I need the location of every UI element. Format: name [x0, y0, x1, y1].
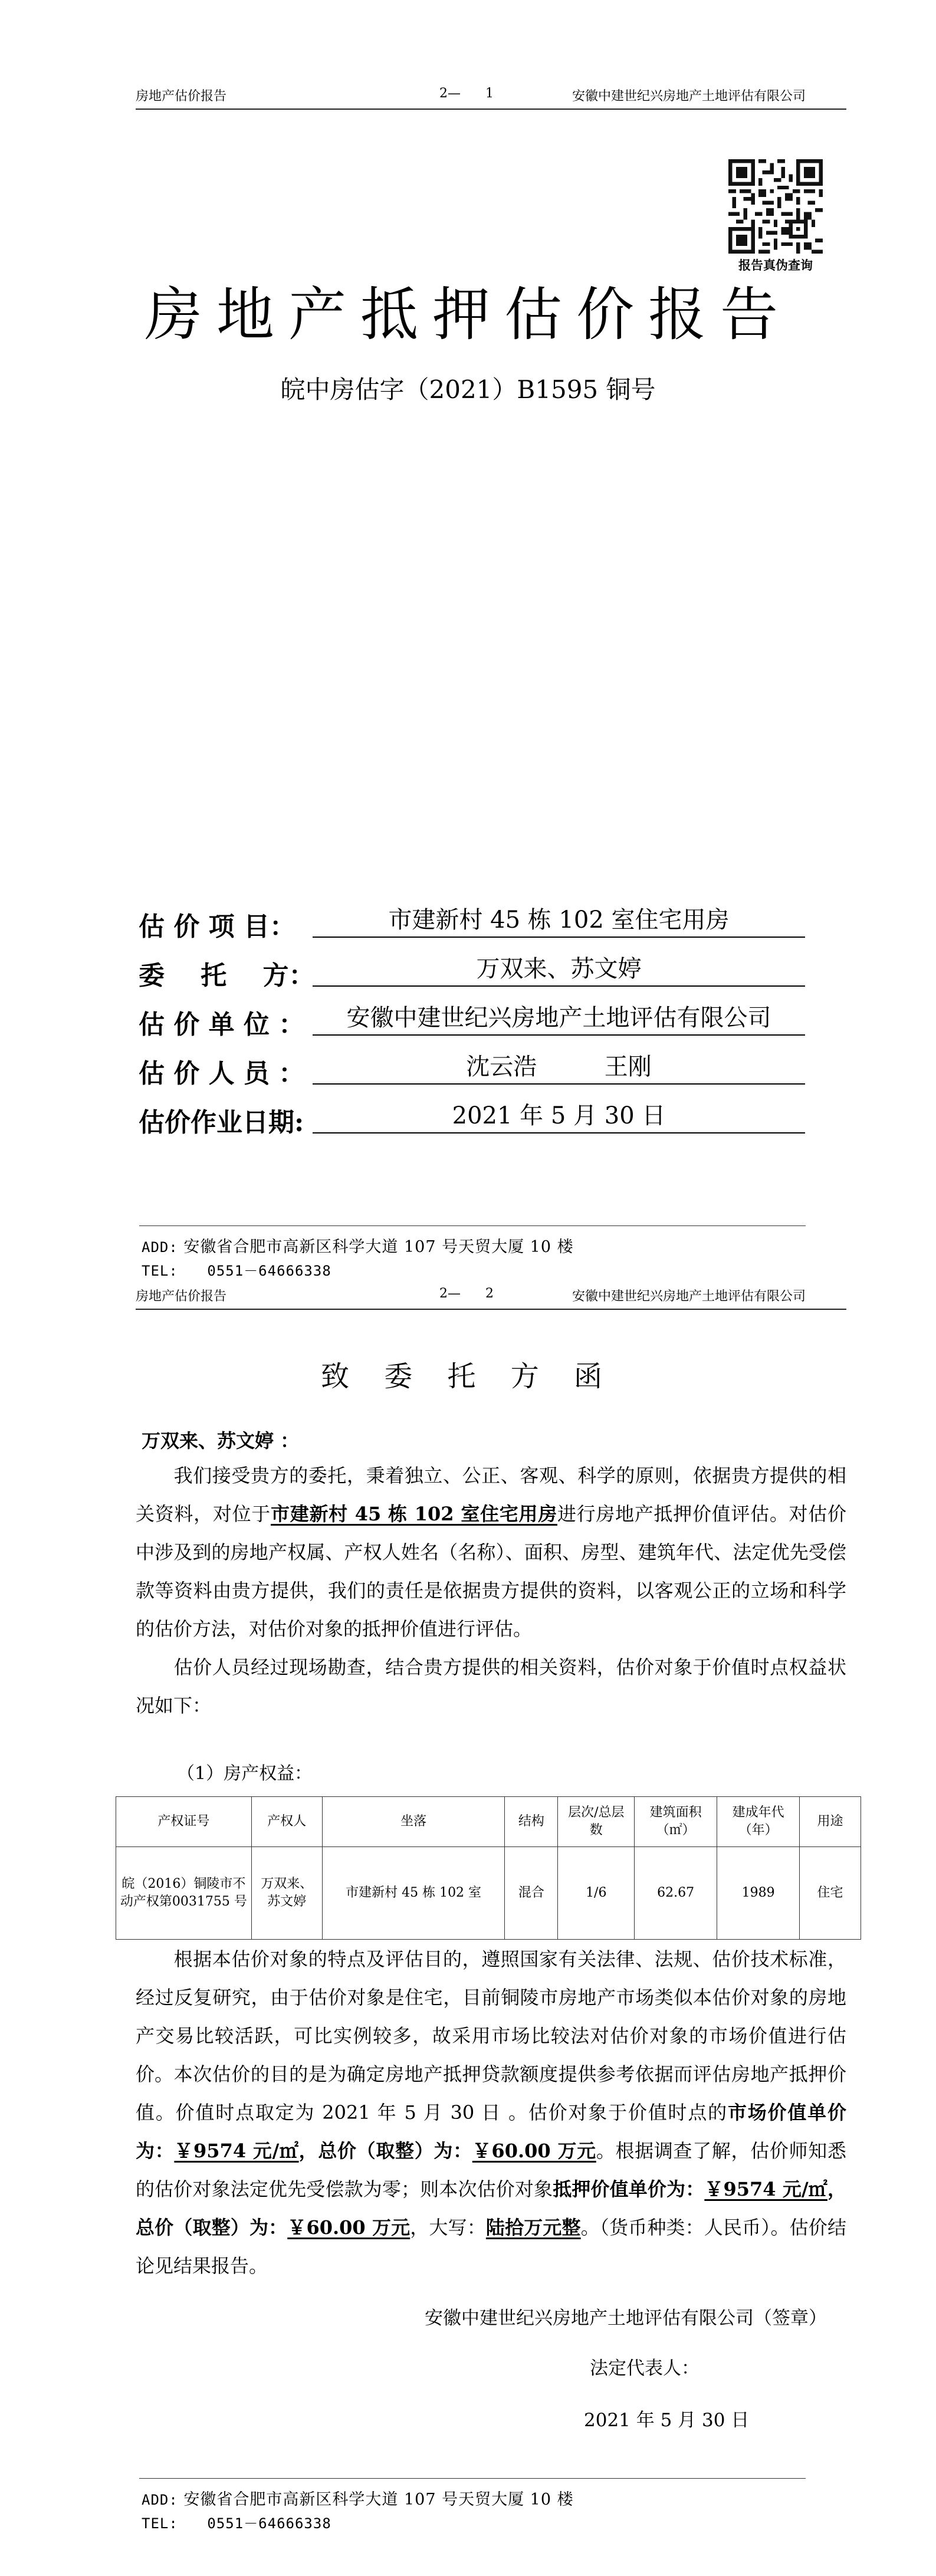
address-text: 安徽省合肥市高新区科学大道 107 号天贸大厦 10 楼: [183, 2490, 574, 2509]
table-header-cell: 建筑面积（㎡）: [635, 1797, 717, 1847]
page-header-left: 房地产估价报告: [136, 89, 227, 104]
field-label-date: 估价作业日期:: [139, 1108, 304, 1138]
tel-number: 0551－64666338: [207, 2515, 331, 2532]
paragraph-4: 本次估价的目的是为确定房地产抵押贷款额度提供参考依据而评估房地产抵押价值。价值时点取定为 2021 年 5 月 30 日 。估价对象于价值时点的市场价值单价为：￥9574 元/㎡，总价（取整）为：￥60.00 万元。根据调查了解，估价师知悉的估价对象法定优先受偿款为零；则本次估价对象抵押价值单价为：￥9574 元/㎡，总价（取整）为：￥60.00 万元，大写：陆拾万元整。（货币种类：人民币）。估价结论见结果报告。: [136, 2063, 846, 2277]
tel-label: TEL:: [142, 2515, 178, 2532]
add-label: ADD:: [142, 1239, 178, 1256]
table-header-cell: 建成年代（年）: [717, 1797, 800, 1847]
table-header-cell: 产权人: [251, 1797, 322, 1847]
field-value-client: 万双来、苏文婷: [313, 952, 805, 987]
amount-in-words: 陆拾万元整: [485, 2216, 581, 2239]
page2-header-left: 房地产估价报告: [136, 1289, 227, 1304]
signature-date: 2021 年 5 月 30 日: [584, 2410, 750, 2431]
signature-company: 安徽中建世纪兴房地产土地评估有限公司（签章）: [425, 2308, 827, 2329]
footer-tel: [142, 1259, 331, 1280]
table-header-cell: 结构: [505, 1797, 558, 1847]
report-title: 房地产抵押估价报告: [144, 281, 793, 349]
footer-rule: [139, 1225, 806, 1226]
table-cell: 皖（2016）铜陵市不动产权第0031755 号: [116, 1847, 252, 1940]
tel-number: 0551－64666338: [207, 1263, 331, 1279]
header-rule: [136, 109, 846, 110]
table-cell: 混合: [505, 1847, 558, 1940]
table-cell: 62.67: [635, 1847, 717, 1940]
field-label-unit: 估 价 单 位 ：: [139, 1010, 305, 1040]
table-cell: 市建新村 45 栋 102 室: [322, 1847, 505, 1940]
market-total-price: ￥60.00 万元: [472, 2140, 596, 2162]
table-header-cell: 用途: [800, 1797, 861, 1847]
field-label-project: 估 价 项 目：: [139, 912, 295, 942]
page-header-right: 安徽中建世纪兴房地产土地评估有限公司: [572, 89, 806, 104]
salutation: 万双来、苏文婷 ：: [142, 1430, 300, 1452]
table-row: [116, 1847, 861, 1940]
page-number: 2— 1: [439, 86, 494, 101]
table-cell: 1/6: [558, 1847, 635, 1940]
rights-label: （1）房产权益：: [177, 1763, 313, 1784]
page2-header-rule: [136, 1309, 846, 1310]
table-header-cell: 层次/总层数: [558, 1797, 635, 1847]
qr-caption: 报告真伪查询: [738, 258, 813, 272]
tel-label: TEL:: [142, 1263, 178, 1279]
table-header-row: [116, 1797, 861, 1847]
paragraph-2: 估价人员经过现场勘查，结合贵方提供的相关资料，估价对象于价值时点权益状况如下：: [136, 1656, 846, 1717]
market-unit-price: ￥9574 元/㎡: [174, 2140, 299, 2162]
page2-footer-address: [142, 2486, 574, 2509]
project-name: 市建新村 45 栋 102 室住宅用房: [271, 1503, 557, 1525]
footer-address: [142, 1234, 574, 1257]
table-cell: 万双来、苏文婷: [251, 1847, 322, 1940]
field-label-client: 委 托 方：: [139, 961, 315, 991]
table-header-cell: 坐落: [322, 1797, 505, 1847]
paragraph-1: 我们接受贵方的委托，秉着独立、公正、客观、科学的原则，依据贵方提供的相关资料，对位于市建新村 45 栋 102 室住宅用房进行房地产抵押价值评估。对估价中涉及到的房地产权属、产权人姓名（名称）、面积、房型、建筑年代、法定优先受偿款等资料由贵方提供，我们的责任是依据贵方提供的资料，以客观公正的立场和科学的估价方法，对估价对象的抵押价值进行评估。: [136, 1464, 846, 1640]
page2-footer-rule: [139, 2478, 806, 2479]
address-text: 安徽省合肥市高新区科学大道 107 号天贸大厦 10 楼: [183, 1238, 574, 1256]
paragraph-3: 根据本估价对象的特点及评估目的，遵照国家有关法律、法规、估价技术标准，经过反复研究，由于估价对象是住宅，目前铜陵市房地产市场类似本估价对象的房地产交易比较活跃，可比实例较多，故采用市场比较法对估价对象的市场价值进行估价。: [136, 1948, 846, 2085]
report-number: 皖中房估字（2021）B1595 铜号: [280, 375, 656, 404]
property-rights-table: [116, 1796, 861, 1940]
legal-representative: 法定代表人：: [590, 2358, 699, 2379]
mortgage-unit-price: ￥9574 元/㎡: [704, 2178, 827, 2200]
qr-code[interactable]: [728, 159, 823, 254]
letter-title: 致 委 托 方 函: [320, 1360, 616, 1393]
page2-footer-tel: [142, 2512, 331, 2532]
field-value-date: 2021 年 5 月 30 日: [313, 1099, 805, 1133]
add-label: ADD:: [142, 2492, 178, 2508]
table-cell: 1989: [717, 1847, 800, 1940]
table-header-cell: 产权证号: [116, 1797, 252, 1847]
table-cell: 住宅: [800, 1847, 861, 1940]
field-label-appraisers: 估 价 人 员 ：: [139, 1059, 305, 1089]
field-value-appraisers: 沈云浩 王刚: [313, 1050, 805, 1085]
mortgage-total-price: ￥60.00 万元: [287, 2216, 410, 2239]
field-value-project: 市建新村 45 栋 102 室住宅用房: [313, 903, 805, 938]
field-value-unit: 安徽中建世纪兴房地产土地评估有限公司: [313, 1001, 805, 1036]
page2-header-right: 安徽中建世纪兴房地产土地评估有限公司: [572, 1289, 806, 1304]
page2-number: 2— 2: [439, 1286, 494, 1301]
